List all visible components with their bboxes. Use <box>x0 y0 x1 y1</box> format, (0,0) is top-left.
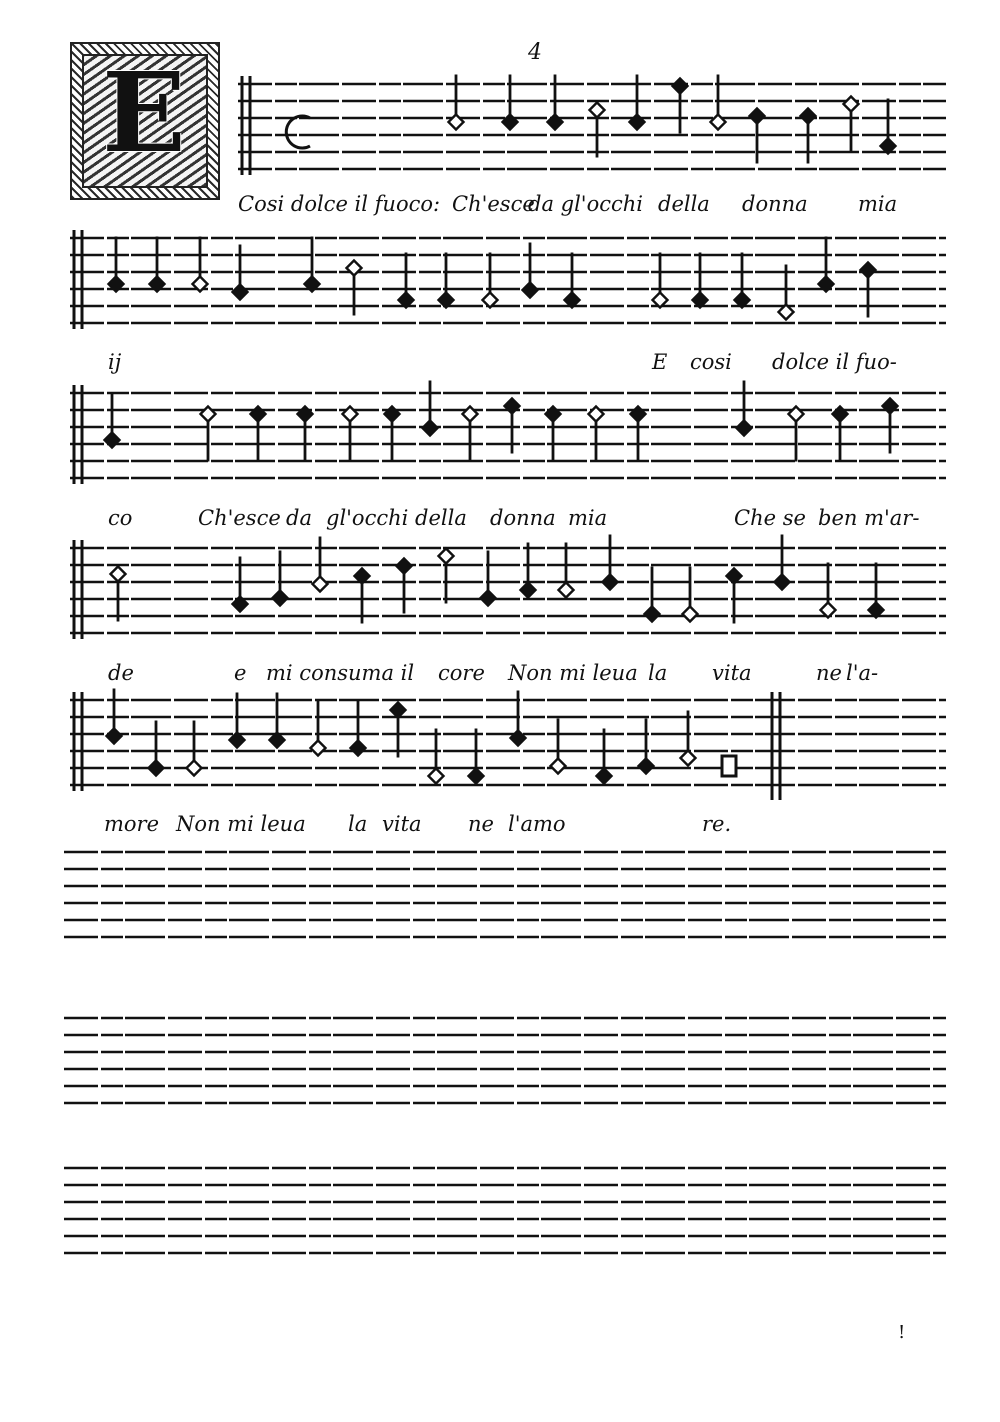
note-head <box>597 769 612 784</box>
note-head <box>551 759 566 774</box>
lyric: co <box>108 506 133 530</box>
note-head <box>801 109 816 124</box>
lyric: gl'occhi della <box>326 506 467 530</box>
note-head <box>423 421 438 436</box>
lyric: ne <box>816 661 842 685</box>
note-head <box>273 591 288 606</box>
lyric: l'a- <box>846 661 879 685</box>
note-head <box>603 575 618 590</box>
note-head <box>481 591 496 606</box>
lyric: mia <box>568 506 608 530</box>
lyric: vita <box>382 812 422 836</box>
lyric: donna <box>742 192 808 216</box>
lyric: da <box>286 506 312 530</box>
lyric: more <box>104 812 160 836</box>
lyric: la <box>648 661 668 685</box>
lyric: l'amo <box>508 812 566 836</box>
note-head <box>750 109 765 124</box>
final-note <box>722 756 736 776</box>
lyric: donna <box>490 506 556 530</box>
lyric: Che se <box>734 506 806 530</box>
lyric: de <box>108 661 134 685</box>
lyric: vita <box>712 661 752 685</box>
note-head <box>645 607 660 622</box>
note-head <box>523 283 538 298</box>
stray-mark: ! <box>898 1322 906 1343</box>
note-head <box>391 703 406 718</box>
lyric: della <box>658 192 710 216</box>
page-number: 4 <box>528 40 542 65</box>
note-head <box>149 761 164 776</box>
lyric: re. <box>702 812 732 836</box>
lyric: mi consuma il <box>266 661 415 685</box>
note-head <box>775 575 790 590</box>
note-head <box>861 263 876 278</box>
note-head <box>107 729 122 744</box>
initial-letter: E <box>102 48 186 177</box>
lyric: mia <box>858 192 898 216</box>
lyric: dolce il fuo- <box>772 350 897 374</box>
lyric: core <box>438 661 485 685</box>
lyric: la <box>348 812 368 836</box>
lyric: Non mi leua <box>176 812 306 836</box>
note-head <box>639 759 654 774</box>
lyric: ij <box>108 350 122 374</box>
lyric: Ch'esce <box>198 506 281 530</box>
note-head <box>111 567 126 582</box>
note-head <box>844 97 859 112</box>
lyric: E <box>652 350 668 374</box>
note-head <box>311 741 326 756</box>
note-head <box>683 607 698 622</box>
note-head <box>681 751 696 766</box>
note-head <box>351 741 366 756</box>
note-head <box>521 583 536 598</box>
lyric: da gl'occhi <box>528 192 643 216</box>
note-head <box>590 103 605 118</box>
lyric: ne <box>468 812 494 836</box>
note-head <box>429 769 444 784</box>
lyric: cosi <box>690 350 732 374</box>
note-head <box>673 79 688 94</box>
lyric: e <box>234 661 247 685</box>
note-head <box>469 769 484 784</box>
lyric: Ch'esce <box>452 192 535 216</box>
note-head <box>439 549 454 564</box>
lyric: Non mi leua <box>508 661 638 685</box>
note-head <box>737 421 752 436</box>
note-head <box>233 285 248 300</box>
note-head <box>397 559 412 574</box>
lyric: ben m'ar- <box>818 506 920 530</box>
note-head <box>313 577 328 592</box>
note-head <box>559 583 574 598</box>
mensuration-sign <box>286 116 310 148</box>
note-head <box>187 761 202 776</box>
lyric: Cosi dolce il fuoco: <box>238 192 441 216</box>
